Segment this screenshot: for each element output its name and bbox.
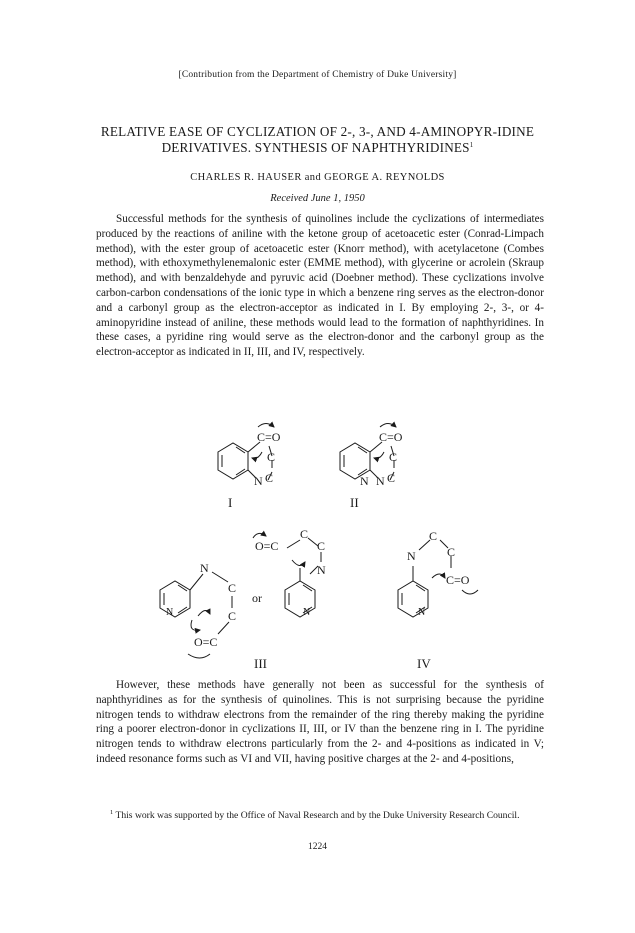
atom-iiib-n: N (317, 563, 326, 577)
atom-iv-n: N (407, 549, 416, 563)
atom-iiia-carbonyl: O=C (194, 635, 218, 649)
department-header: [Contribution from the Department of Chemistry of Duke University] (178, 70, 457, 80)
atom-iiib-c1: C (300, 527, 309, 541)
title-footnote-mark: 1 (469, 141, 474, 149)
curved-arrow-iv (462, 590, 478, 594)
arrow-iv (432, 574, 445, 578)
atom-iv-carbonyl: C=O (446, 573, 470, 587)
curved-arrow-iiia (188, 654, 210, 658)
paragraph-discussion: However, these methods have generally not been as successful for the synthesis of naphthyridines as for the synthesis of quinolines. This is not surprising because the pyridine nitrogen tends to withdraw electrons from the remainder of the ring thereby making the pyridine ring a poorer electron-donor in cyclizations II, III, or IV than the benzene ring in I. The pyridine nitrogen tends to withdraw electrons particularly from the 2- and 4-positions as indicated in V; indeed resonance forms such as VI and VII, having positive charges at the 2- and 4-positions, (96, 679, 544, 765)
chemical-structures-figure (0, 400, 635, 670)
atom-ii-carbonyl: C=O (379, 430, 403, 444)
atom-iiib-ring-n: N (303, 607, 311, 618)
arrow-iiia-1 (198, 610, 210, 616)
atom-i-c1: C (267, 450, 276, 464)
connector-or: or (252, 591, 262, 605)
article-title-text: RELATIVE EASE OF CYCLIZATION OF 2-, 3-, AND 4-AMINOPYR-IDINE DERIVATIVES. SYNTHESIS OF NAPHTHYRIDINES (100, 124, 535, 155)
footnote-mark: 1 (110, 809, 114, 816)
curved-arrow-ii (380, 424, 396, 428)
atom-iv-ring-n: N (418, 607, 426, 618)
curved-arrow-iiib (253, 533, 266, 538)
atom-i-n: N (254, 474, 263, 488)
atom-ii-c2: C (387, 471, 396, 485)
atom-iiia-n: N (200, 561, 209, 575)
atom-ii-c1: C (389, 450, 398, 464)
arrow-iiia-2 (191, 620, 200, 630)
label-structure-iv: IV (417, 656, 431, 670)
atom-ii-n2: N (376, 474, 385, 488)
arrow-i (252, 452, 262, 458)
label-structure-iii: III (254, 656, 267, 670)
footnote (96, 806, 544, 822)
curved-arrow-i (258, 424, 274, 428)
paragraph-intro: Successful methods for the synthesis of quinolines include the cyclizations of intermediates produced by the reactions of aniline with the ketone group of acetoacetic ester (Conrad-Limpach method), with the ester group of acetoacetic ester (Knorr method), with acetylacetone (Combes method), with ethoxymethylenemalonic ester (EMME method), with glycerine or acrolein (Skraup method), and with benzaldehyde and pyruvic acid (Doebner method). These cyclizations involve carbon-carbon condensations of the ionic type in which a benzene ring serves as the electron-donor and a carbonyl group as the electron-acceptor as indicated in I. By employing 2-, 3-, or 4-aminopyridine instead of aniline, these methods would lead to the formation of naphthyridines. In these cases, a pyridine ring would serve as the electron-donor and the carbonyl group as the electron-acceptor as indicated in II, III, and IV, respectively. (96, 213, 544, 359)
footnote-text: This work was supported by the Office of Naval Research and by the Duke University Research Council. (115, 810, 520, 822)
page-number: 1224 (308, 842, 327, 852)
label-structure-ii: II (350, 495, 359, 510)
benzene-double-bonds-i (222, 447, 245, 475)
atom-i-carbonyl: C=O (257, 430, 281, 444)
author-line: CHARLES R. HAUSER and GEORGE A. REYNOLDS (190, 172, 445, 183)
atom-iiib-carbonyl: O=C (255, 539, 279, 553)
atom-iiib-c2: C (317, 539, 326, 553)
article-title (96, 124, 539, 156)
label-structure-i: I (228, 495, 233, 510)
atom-iiia-c2: C (228, 609, 237, 623)
bond-iiib-chain (287, 538, 321, 562)
atom-i-c2: C (265, 471, 274, 485)
atom-iiia-ring-n: N (166, 607, 174, 618)
atom-iv-c1: C (429, 529, 438, 543)
arrow-ii (374, 452, 384, 458)
received-date: Received June 1, 1950 (270, 193, 365, 204)
bond-iiia-n (190, 574, 203, 590)
pyridine-double-bonds-ii (344, 447, 367, 475)
atom-ii-n1: N (360, 474, 369, 488)
atom-iiia-c1: C (228, 581, 237, 595)
atom-iv-c2: C (447, 545, 456, 559)
arrow-iiib (292, 560, 305, 566)
